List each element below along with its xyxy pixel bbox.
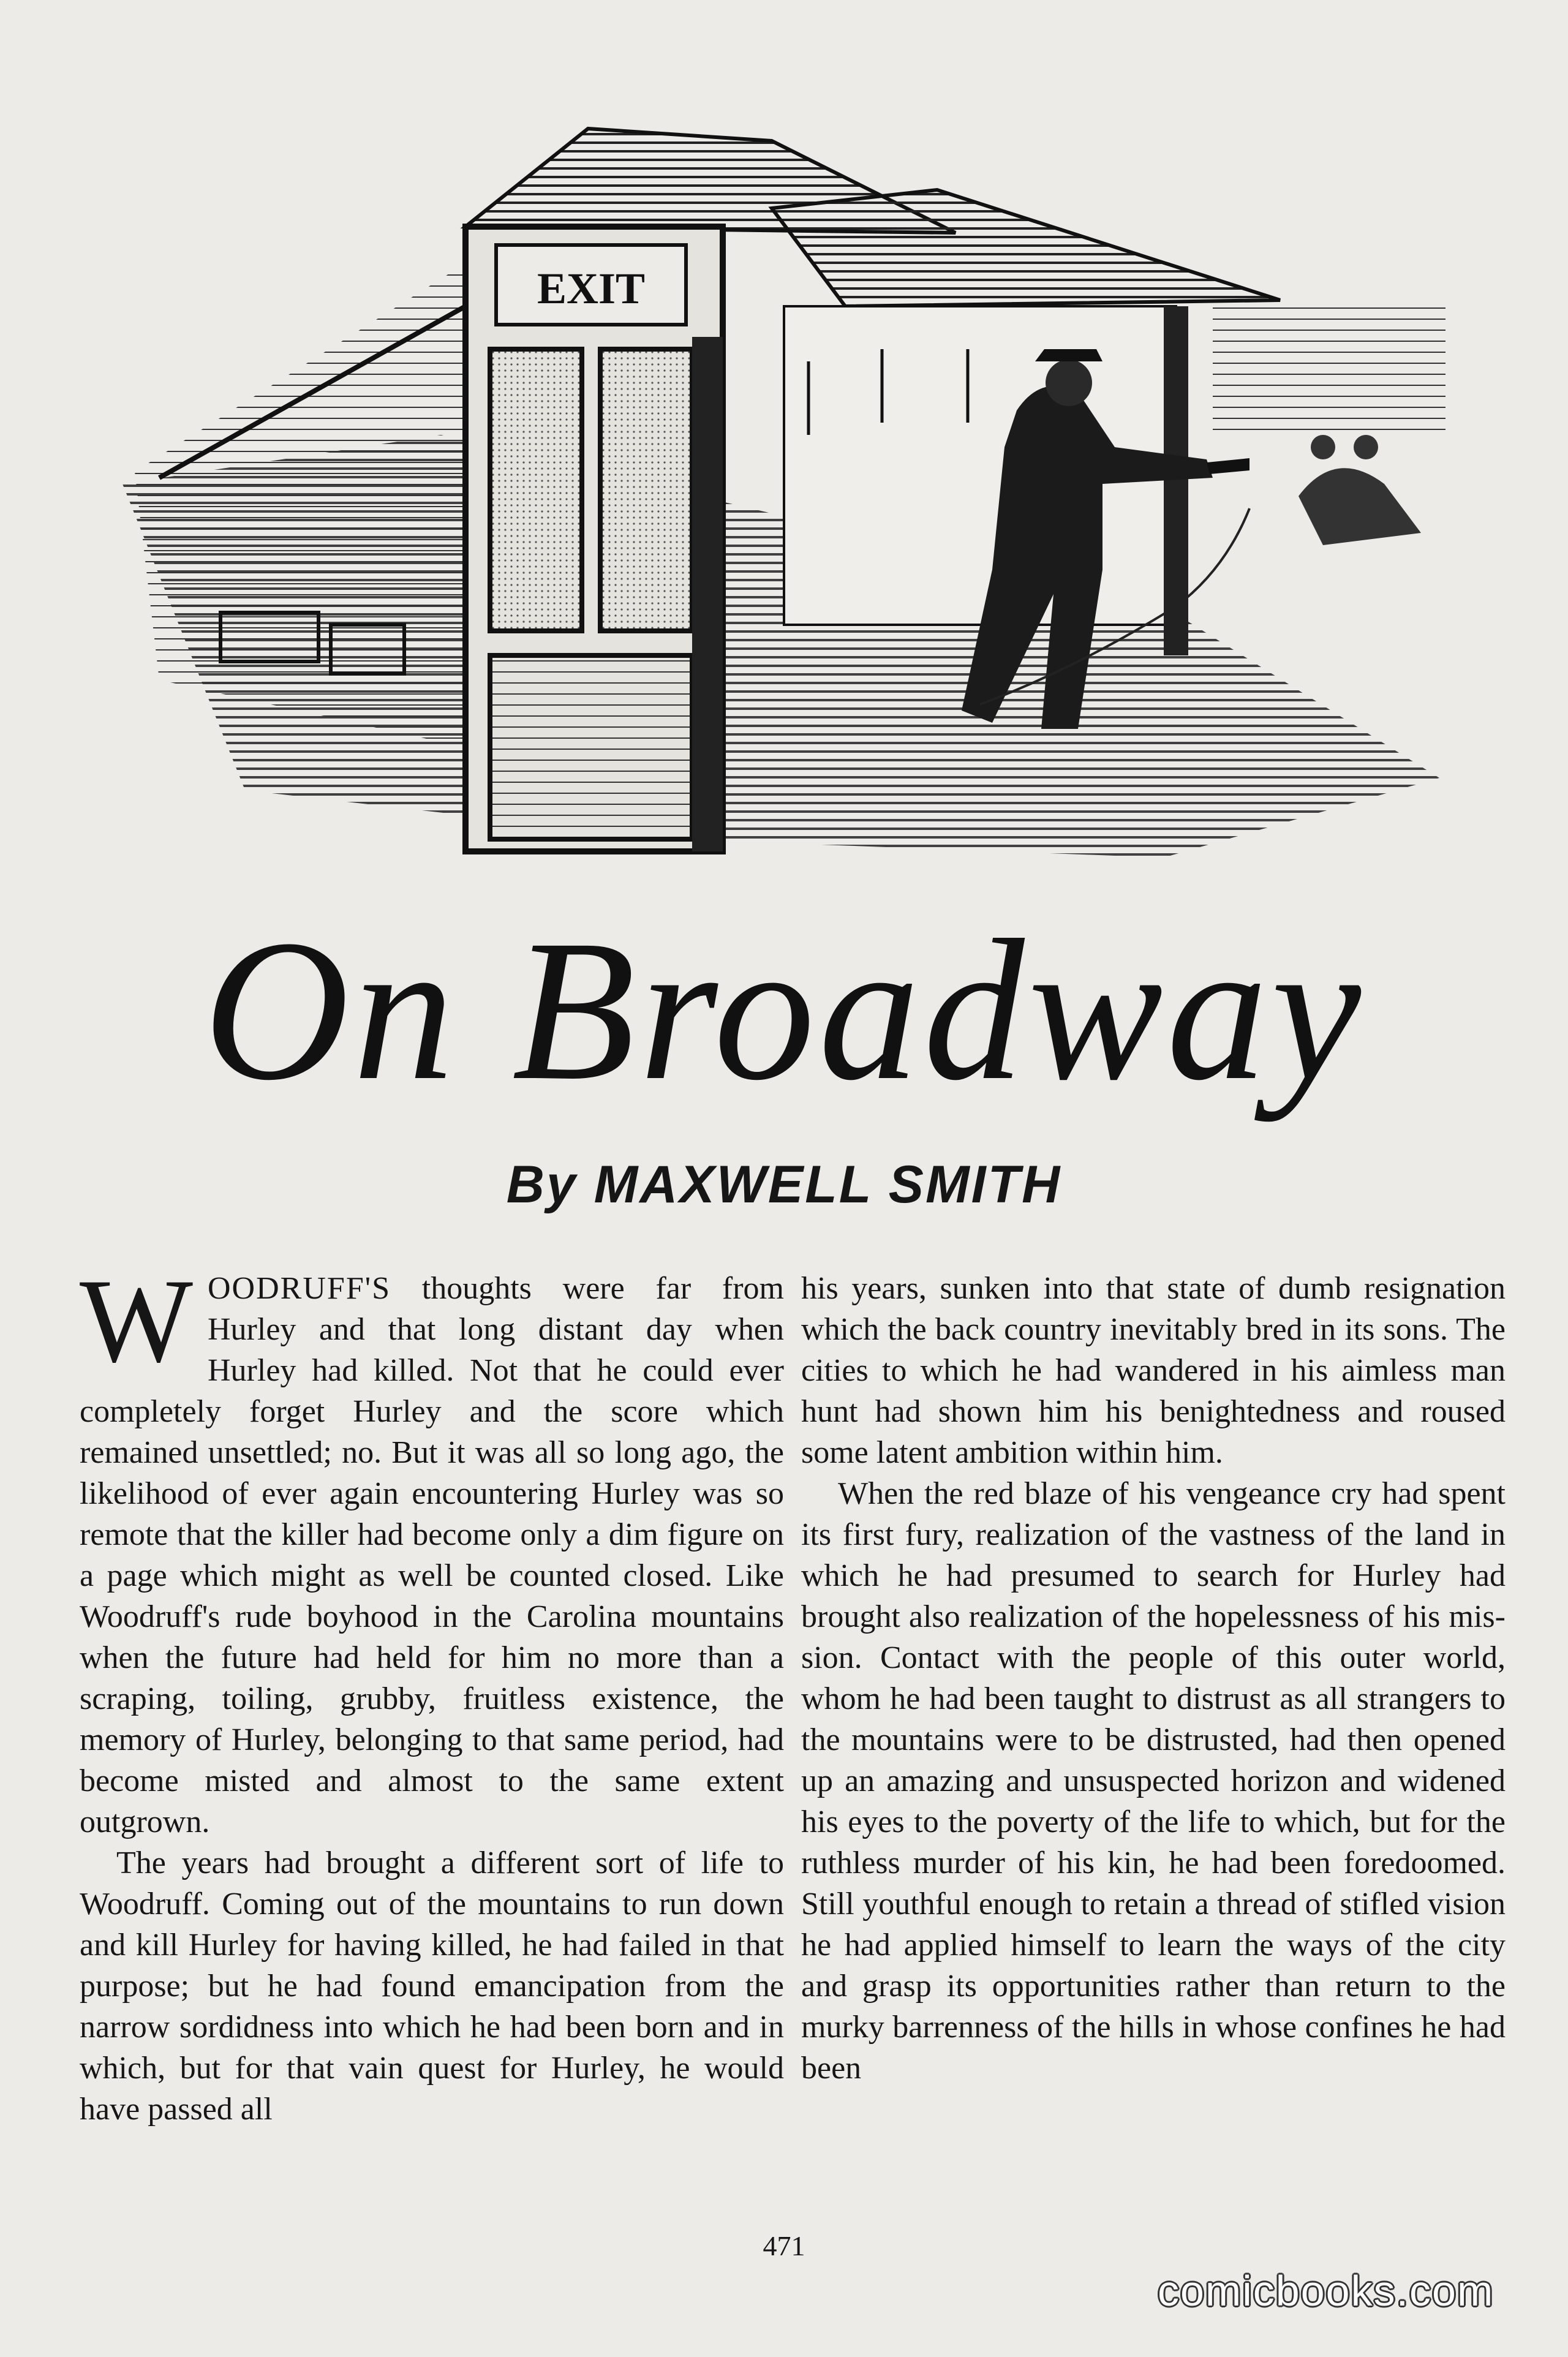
paragraph: When the red blaze of his vengeance cry had spent its first fury, realization of the vastness of the land in which he had presumed to search for Hurley had brought also realization of the hopelessness of his mission. Contact with the people of this outer world, whom he had been taught to distrust as all strangers to the mountains were to be distrusted, had then opened up an amazing and unsuspected horizon and widened his eyes to the poverty of the life to which, but for the ruthless murder of his kin, he had been foredoomed. Still youthful enough to retain a thread of stifled vision he had applied himself to learn the ways of the city and grasp its opportunities rather than return to the murky barrenness of the hills in whose confines he had been [801, 1476, 1506, 2086]
paragraph: The years had brought a different sort of life to Woodruff. Coming out of the mountains to run down and kill Hurley for having killed, he had failed in that purpose; but he had found emancipation from the narrow sordidness into which he had been born and in which, but for that vain quest for Hurley, he would have passed all [80, 1846, 784, 2127]
watermark: comicbooks.com [1158, 2267, 1494, 2315]
article-title [172, 845, 1396, 1164]
drop-cap: W [80, 1254, 193, 1387]
page-number: 471 [763, 2230, 805, 2261]
text-column-left [80, 1254, 784, 2130]
paragraph-text: thoughts were far from Hurley and that long distant day when Hurley had killed. Not that he could ever completely forget Hurley and the score which remained unsettled; no. But it was all so long ago, the likelihood of ever again encountering Hurley was so remote that the killer had become only a dim figure on a page which might as well be counted closed. Like Woodruff's rude boyhood in the Carolina mountains when the future had held for him no more than a scraping, toiling, grubby, fruitless existence, the memory of Hurley, belonging to that same period, had become misted and almost to the same extent outgrown. [80, 1271, 784, 1839]
byline: By MAXWELL SMITH [506, 1155, 1062, 1214]
article-title-text: On Broadway [203, 899, 1365, 1122]
text-column-right [801, 1268, 1506, 2089]
header-illustration [123, 104, 1458, 894]
paragraph [80, 1254, 784, 1842]
paragraph: his years, sunken into that state of dumb resignation which the back country inevitably bred in its sons. The cities to which he had wandered in his aimless man hunt had shown him his benightedness and roused some latent ambition within him. [801, 1271, 1506, 1470]
opening-word: OODRUFF'S [208, 1271, 391, 1306]
exit-sign: EXIT [537, 264, 646, 313]
